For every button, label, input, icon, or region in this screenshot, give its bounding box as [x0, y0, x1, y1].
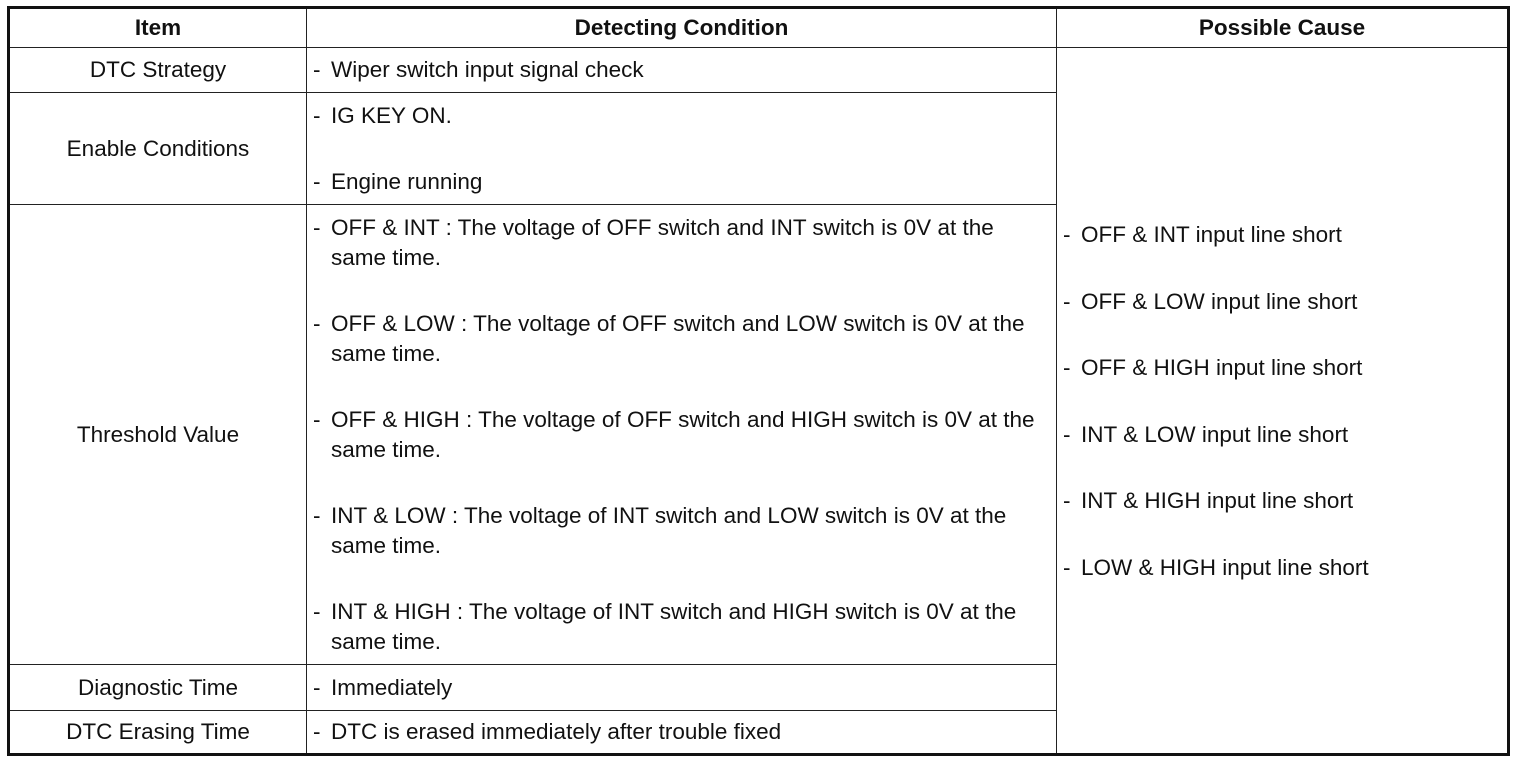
condition-text: Engine running: [331, 168, 483, 194]
dash-marker: -: [313, 214, 321, 240]
condition-diagnostic-time: [307, 665, 1057, 711]
cause-item: [1063, 220, 1507, 250]
dash-marker: -: [1063, 288, 1071, 314]
cause-item: [1063, 353, 1507, 383]
dash-marker: -: [313, 168, 321, 194]
header-row: [9, 8, 1509, 48]
condition-bullet: [313, 673, 1050, 703]
cause-item: [1063, 486, 1507, 516]
item-dtc-strategy: DTC Strategy: [9, 48, 307, 93]
condition-text: OFF & HIGH : The voltage of OFF switch and HIGH switch is 0V at the same time.: [331, 406, 1035, 462]
possible-cause-cell: [1057, 48, 1509, 755]
dash-marker: -: [313, 719, 321, 744]
cause-text: INT & HIGH input line short: [1081, 488, 1354, 513]
condition-threshold-value: [307, 205, 1057, 665]
condition-bullet: [313, 101, 1050, 131]
dash-marker: -: [313, 406, 321, 432]
condition-text: OFF & INT : The voltage of OFF switch and INT switch is 0V at the same time.: [331, 214, 994, 270]
item-enable-conditions: Enable Conditions: [9, 93, 307, 205]
dash-marker: -: [1063, 222, 1071, 247]
condition-bullet: [313, 405, 1050, 465]
cause-item: [1063, 287, 1507, 317]
dtc-table: [7, 6, 1510, 756]
condition-bullet: [313, 597, 1050, 657]
cause-list: [1063, 220, 1507, 583]
condition-bullet: [313, 717, 1050, 747]
condition-bullet: [313, 501, 1050, 561]
cause-text: LOW & HIGH input line short: [1081, 554, 1369, 580]
dash-marker: -: [313, 598, 321, 624]
header-detecting-condition: Detecting Condition: [307, 8, 1057, 48]
condition-bullet: [313, 309, 1050, 369]
dash-marker: -: [313, 102, 321, 128]
condition-text: INT & LOW : The voltage of INT switch and LOW switch is 0V at the same time.: [331, 502, 1007, 558]
condition-dtc-strategy: [307, 48, 1057, 93]
cause-item: [1063, 420, 1507, 450]
header-item: Item: [9, 8, 307, 48]
dash-marker: -: [1063, 421, 1071, 447]
dash-marker: -: [313, 310, 321, 336]
condition-text: OFF & LOW : The voltage of OFF switch and LOW switch is 0V at the same time.: [331, 310, 1025, 366]
condition-bullet: [313, 213, 1050, 273]
dash-marker: -: [313, 57, 321, 82]
dash-marker: -: [1063, 355, 1071, 380]
dash-marker: -: [313, 674, 321, 700]
header-possible-cause: Possible Cause: [1057, 8, 1509, 48]
cause-text: OFF & INT input line short: [1081, 222, 1342, 247]
item-diagnostic-time: Diagnostic Time: [9, 665, 307, 711]
table-row-dtc-strategy: [9, 48, 1509, 93]
cause-text: OFF & LOW input line short: [1081, 288, 1358, 314]
condition-text: INT & HIGH : The voltage of INT switch and HIGH switch is 0V at the same time.: [331, 598, 1017, 654]
condition-bullet: [313, 55, 1050, 85]
condition-text: Immediately: [331, 674, 453, 700]
condition-dtc-erasing-time: [307, 711, 1057, 755]
cause-item: [1063, 553, 1507, 583]
cause-text: OFF & HIGH input line short: [1081, 355, 1363, 380]
condition-text: Wiper switch input signal check: [331, 57, 644, 82]
condition-enable-conditions: [307, 93, 1057, 205]
dash-marker: -: [313, 502, 321, 528]
item-dtc-erasing-time: DTC Erasing Time: [9, 711, 307, 755]
cause-text: INT & LOW input line short: [1081, 421, 1349, 447]
item-threshold-value: Threshold Value: [9, 205, 307, 665]
dash-marker: -: [1063, 488, 1071, 513]
condition-bullet: [313, 167, 1050, 197]
condition-text: DTC is erased immediately after trouble fixed: [331, 719, 782, 744]
dash-marker: -: [1063, 554, 1071, 580]
condition-text: IG KEY ON.: [331, 102, 452, 128]
